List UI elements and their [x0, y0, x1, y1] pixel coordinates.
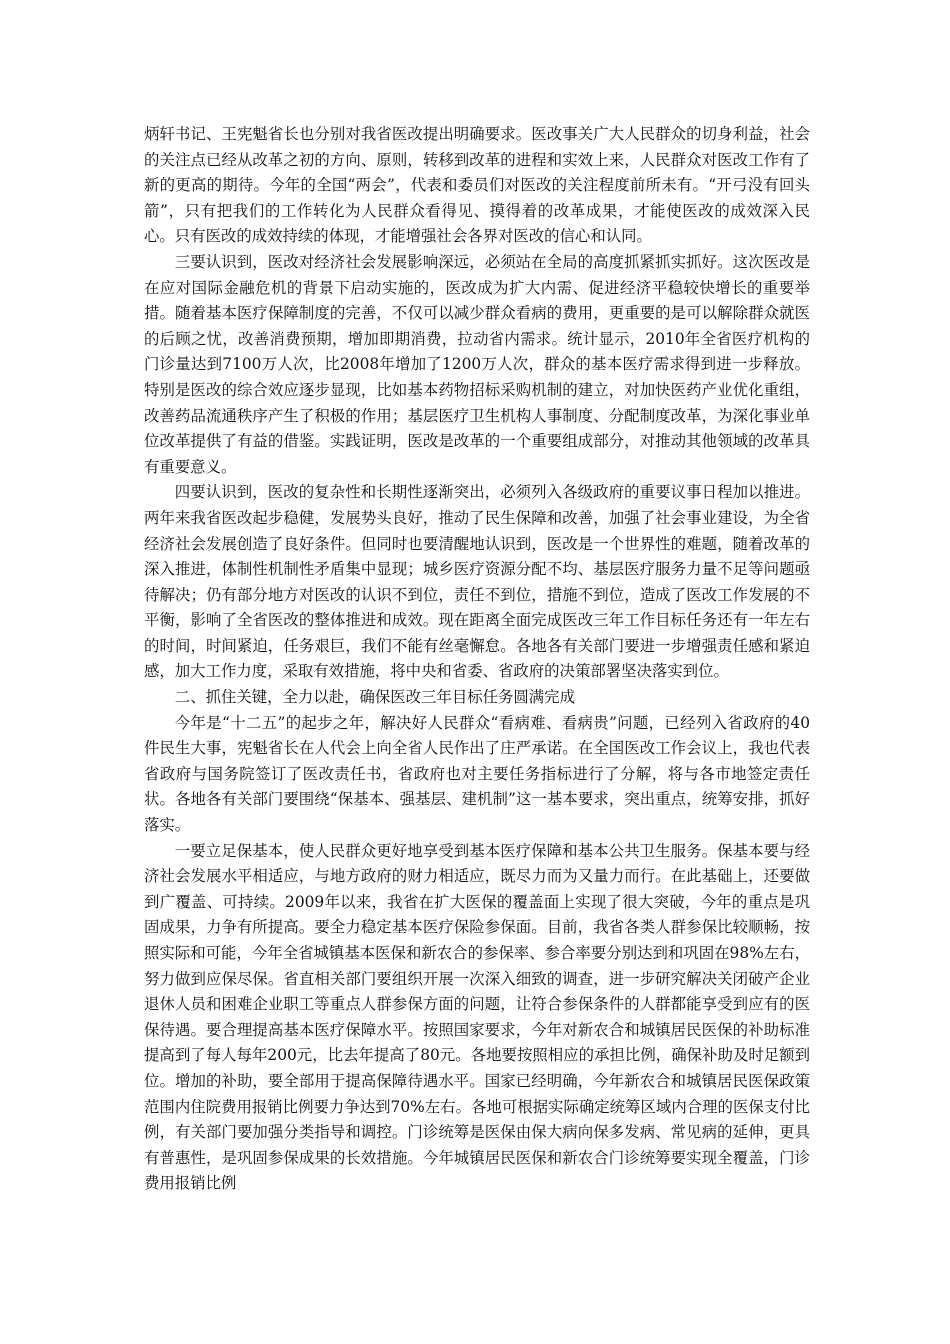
paragraph-continuation: 炳轩书记、王宪魁省长也分别对我省医改提出明确要求。医改事关广大人民群众的切身利益，社会的关注点已经从改革之初的方向、原则，转移到改革的进程和实效上来，人民群众对医改工作有了新的更高的期待。今年的全国“两会”，代表和委员们对医改的关注程度前所未有。“开弓没有回头箭”，只有把我们的工作转化为人民群众看得见、摸得着的改革成果，才能使医改的成效深入民心。只有医改的成效持续的体现，才能增强社会各界对医改的信心和认同。	[144, 125, 810, 246]
paragraph-third-point: 三要认识到，医改对经济社会发展影响深远，必须站在全局的高度抓紧抓实抓好。这次医改是在应对国际金融危机的背景下启动实施的，医改成为扩大内需、促进经济平稳较快增长的重要举措。随着基本医疗保障制度的完善，不仅可以减少群众看病的费用，更重要的是可以解除群众就医的后顾之忧，改善消费预期，增加即期消费，拉动省内需求。统计显示，2010年全省医疗机构的门诊量达到7100万人次，比2008年增加了1200万人次，群众的基本医疗需求得到进一步释放。特别是医改的综合效应逐步显现，比如基本药物招标采购机制的建立，对加快医药产业优化重组，改善药品流通秩序产生了积极的作用；基层医疗卫生机构人事制度、分配制度改革，为深化事业单位改革提供了有益的借鉴。实践证明，医改是改革的一个重要组成部分，对推动其他领域的改革具有重要意义。	[144, 252, 810, 476]
paragraph-section-intro: 今年是“十二五”的起步之年，解决好人民群众“看病难、看病贵”问题，已经列入省政府的40件民生大事，宪魁省长在人代会上向全省人民作出了庄严承诺。在全国医改工作会议上，我也代表省政府与国务院签订了医改责任书，省政府也对主要任务指标进行了分解，将与各市地签定责任状。各地各有关部门要围绕“保基本、强基层、建机制”这一基本要求，突出重点，统筹安排，抓好落实。	[144, 713, 810, 835]
document-body	[144, 122, 810, 1197]
paragraph-first-point: 一要立足保基本，使人民群众更好地享受到基本医疗保障和基本公共卫生服务。保基本要与经济社会发展水平相适应，与地方政府的财力相适应，既尽力而为又量力而行。在此基础上，还要做到广覆盖、可持续。2009年以来，我省在扩大医保的覆盖面上实现了很大突破，今年的重点是巩固成果，力争有所提高。要全力稳定基本医疗保险参保面。目前，我省各类人群参保比较顺畅，按照实际和可能，今年全省城镇基本医保和新农合的参保率、参合率要分别达到和巩固在98%左右，努力做到应保尽保。省直相关部门要组织开展一次深入细致的调查，进一步研究解决关闭破产企业退休人员和困难企业职工等重点人群参保方面的问题，让符合参保条件的人群都能享受到应有的医保待遇。要合理提高基本医疗保障水平。按照国家要求，今年对新农合和城镇居民医保的补助标准提高到了每人每年200元，比去年提高了80元。各地要按照相应的承担比例，确保补助及时足额到位。增加的补助，要全部用于提高保障待遇水平。国家已经明确，今年新农合和城镇居民医保政策范围内住院费用报销比例要力争达到70%左右。各地可根据实际确定统筹区域内合理的医保支付比例，有关部门要加强分类指导和调控。门诊统筹是医保由保大病向保多发病、常见病的延伸，更具有普惠性，是巩固参保成果的长效措施。今年城镇居民医保和新农合门诊统筹要实现全覆盖，门诊费用报销比例	[144, 841, 810, 1193]
paragraph-fourth-point: 四要认识到，医改的复杂性和长期性逐渐突出，必须列入各级政府的重要议事日程加以推进。两年来我省医改起步稳健，发展势头良好，推动了民生保障和改善，加强了社会事业建设，为全省经济社会发展创造了良好条件。但同时也要清醒地认识到，医改是一个世界性的难题，随着改革的深入推进，体制性机制性矛盾集中显现；城乡医疗资源分配不均、基层医疗服务力量不足等问题亟待解决；仍有部分地方对医改的认识不到位，责任不到位，措施不到位，造成了医改工作发展的不平衡，影响了全省医改的整体推进和成效。现在距离全面完成医改三年工作目标任务还有一年左右的时间，时间紧迫，任务艰巨，我们不能有丝毫懈怠。各地各有关部门要进一步增强责任感和紧迫感，加大工作力度，采取有效措施，将中央和省委、省政府的决策部署坚决落实到位。	[144, 483, 810, 681]
section-heading-two: 二、抓住关键，全力以赴，确保医改三年目标任务圆满完成	[174, 688, 575, 707]
